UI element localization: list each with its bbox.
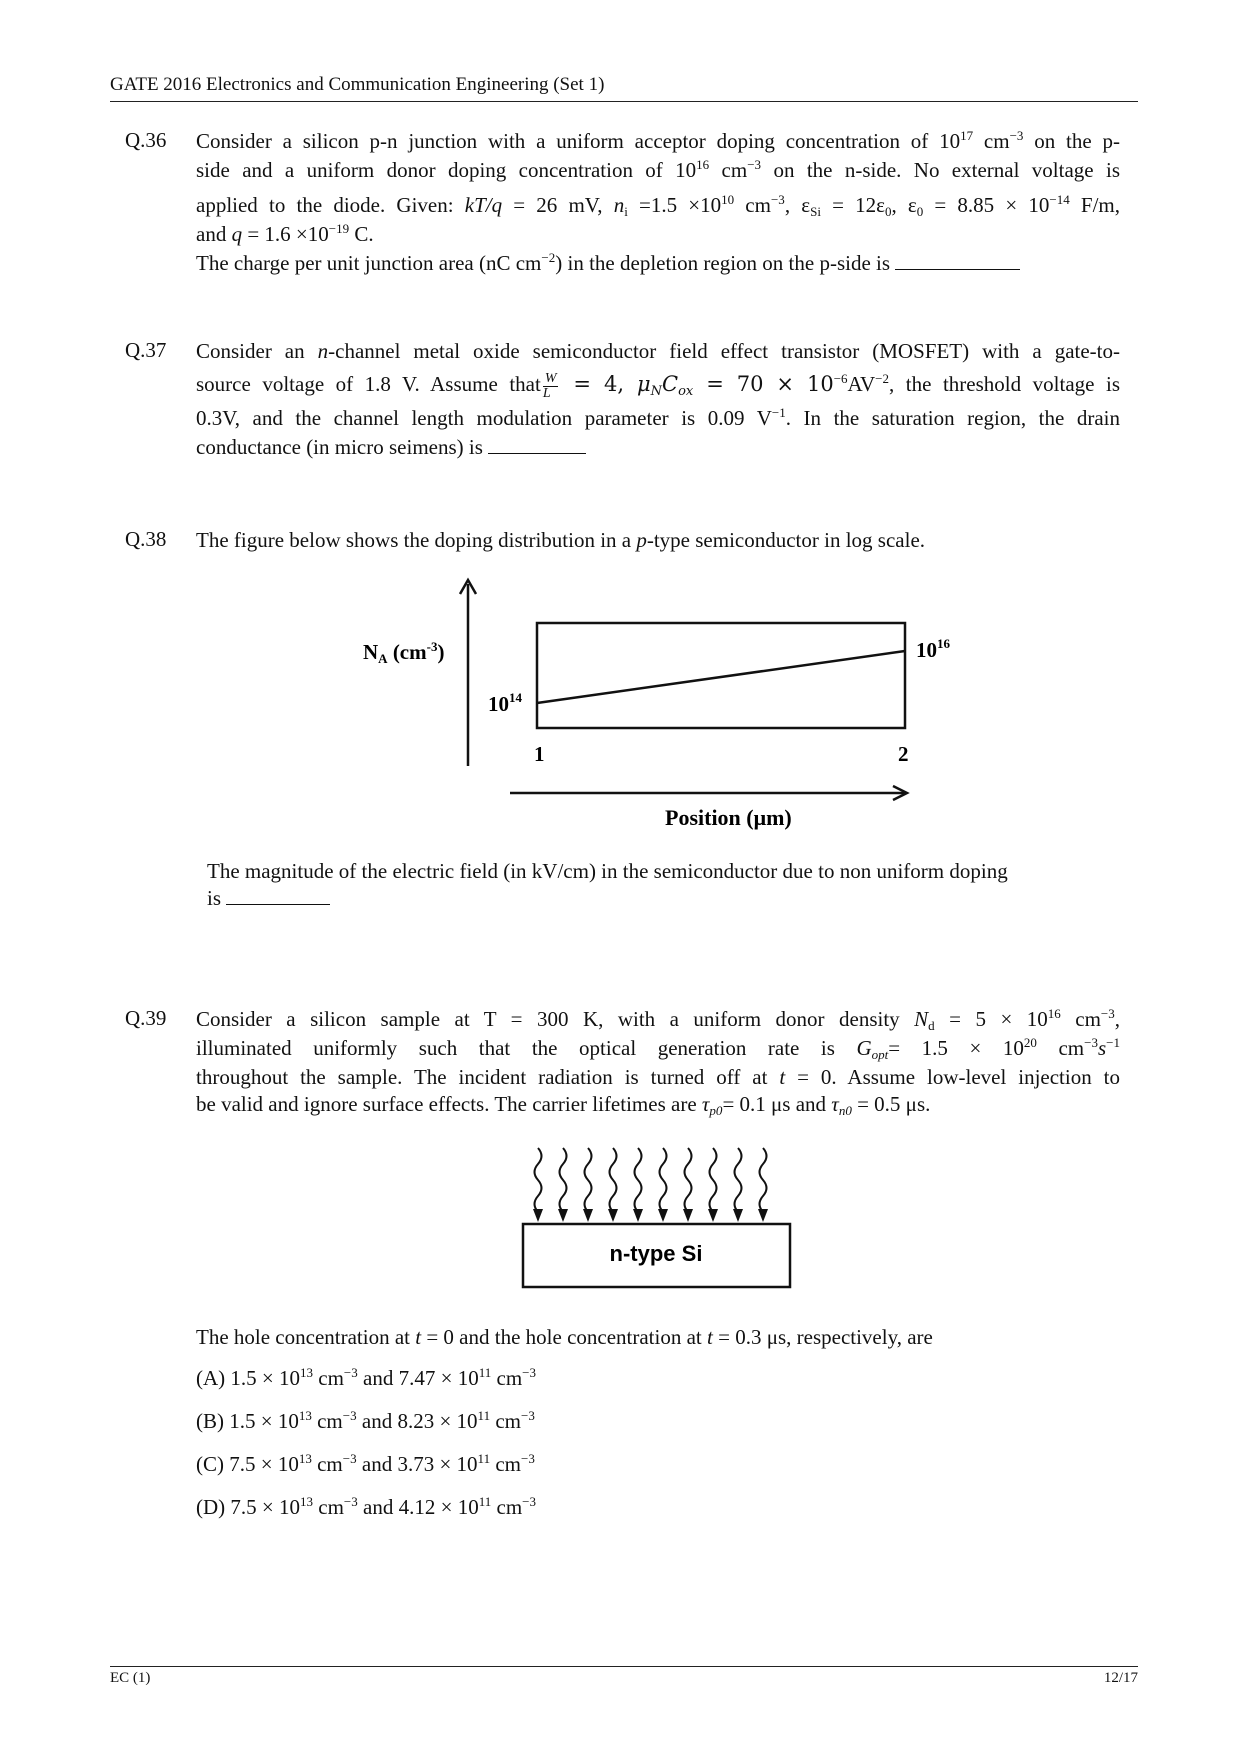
option-b[interactable]: (B) $1.5 \times 10^{13}$ $cm^{-3}$ and $8.23 \times 10^{11}$ $cm^{-3}$: [196, 1408, 535, 1433]
radiation-ray: [660, 1148, 667, 1216]
q36-line-4: and $q = 1.6 \times 10^{-19}$ C.: [196, 221, 374, 246]
q38-line-2: The magnitude of the electric field (in kV/cm) in the semiconductor due to non uniform doping: [207, 859, 1008, 883]
q39-line-2: illuminated uniformly such that the optical generation rate is $G_{opt}= 1.5 \times 10^{20}$ $cm^{-3}s^{-1}$: [196, 1035, 1121, 1062]
option-a[interactable]: (A) $1.5 \times 10^{13}$ $cm^{-3}$ and $7.47 \times 10^{11}$ $cm^{-3}$: [196, 1365, 537, 1390]
x-tick-label-1: 1: [534, 742, 545, 766]
radiation-arrowhead: [758, 1209, 768, 1222]
radiation-ray: [710, 1148, 717, 1216]
radiation-arrowhead: [533, 1209, 543, 1222]
page-number: 12/17: [1103, 1670, 1138, 1686]
right-doping-value: $10^{16}$: [916, 636, 950, 662]
w-over-l-fraction: $\frac{W}{L}$: [542, 370, 557, 401]
q37-line-3: 0.3V, and the channel length modulation parameter is 0.09 $V^{-1}$. In the saturation region, the drain: [196, 405, 1120, 430]
x-tick-label-2: 2: [898, 742, 909, 766]
question-37-number: Q.37: [125, 338, 167, 362]
radiation-arrowhead: [733, 1209, 743, 1222]
option-d[interactable]: (D) $7.5 \times 10^{13}$ $cm^{-3}$ and $4.12 \times 10^{11}$ $cm^{-3}$: [196, 1494, 537, 1519]
radiation-arrowhead: [583, 1209, 593, 1222]
q37-line-1: Consider an n-channel metal oxide semiconductor field effect transistor (MOSFET) with a gate-to-: [196, 339, 1120, 363]
radiation-arrowhead: [558, 1209, 568, 1222]
question-39-options: [196, 1324, 1120, 1537]
radiation-arrowhead: [608, 1209, 618, 1222]
option-c[interactable]: (C) $7.5 \times 10^{13}$ $cm^{-3}$ and $3.73 \times 10^{11}$ $cm^{-3}$: [196, 1451, 535, 1476]
footer-paper-code: EC (1): [110, 1670, 151, 1686]
radiation-arrowhead: [708, 1209, 718, 1222]
footer-divider: [110, 1666, 1138, 1667]
radiation-ray: [560, 1148, 567, 1216]
q37-line-2: source voltage of 1.8 V. Assume that $\frac{W}{L}$ = 4, $\mu_NC_{ox} = 70 \times 10^{-6}AV^{-2}$, the threshold voltage is: [196, 370, 1120, 401]
q37-line-4: conductance (in micro seimens) is: [196, 434, 1120, 461]
options-list: [196, 1365, 1120, 1523]
q38-line-3: is: [207, 885, 1107, 912]
radiation-arrowhead: [633, 1209, 643, 1222]
x-axis-label: Position (μm): [665, 805, 792, 830]
radiation-ray: [585, 1148, 592, 1216]
question-36-number: Q.36: [125, 128, 167, 152]
q39-line-1: Consider a silicon sample at T = 300 K, with a uniform donor density $N_d = 5 \times 10^{16}$ $cm^{-3}$,: [196, 1006, 1121, 1033]
q39-line-3: throughout the sample. The incident radiation is turned off at t = 0. Assume low-level injection to: [196, 1065, 1120, 1089]
radiation-arrowhead: [683, 1209, 693, 1222]
radiation-ray: [735, 1148, 742, 1216]
radiation-ray: [760, 1148, 767, 1216]
q39-line-4: be valid and ignore surface effects. The carrier lifetimes are $\tau_{p0}= 0.1$ μs and $\tau_{n0} = 0.5$ μs.: [196, 1092, 931, 1118]
q36-line-5: The charge per unit junction area (nC $cm^{-2}$) in the depletion region on the p-side is: [196, 250, 1120, 279]
page-header: GATE 2016 Electronics and Communication Engineering (Set 1): [110, 74, 605, 95]
radiation-ray: [610, 1148, 617, 1216]
incident-radiation-arrows: [533, 1148, 768, 1222]
y-axis-label: NA $(cm^{-3})$: [363, 639, 445, 666]
q38-line-1: The figure below shows the doping distribution in a p-type semiconductor in log scale.: [196, 528, 926, 552]
sample-label: n-type Si: [609, 1241, 703, 1266]
radiation-ray: [685, 1148, 692, 1216]
question-38-number: Q.38: [125, 527, 167, 551]
left-doping-value: $10^{14}$: [488, 690, 522, 716]
q39-prompt: The hole concentration at t = 0 and the hole concentration at t = 0.3 μs, respectively, are: [196, 1325, 933, 1349]
q36-line-1: Consider a silicon p-n junction with a uniform acceptor doping concentration of $10^{17}$ $cm^{-3}$ on the p-: [196, 128, 1121, 153]
radiation-arrowhead: [658, 1209, 668, 1222]
question-39-number: Q.39: [125, 1006, 167, 1030]
q36-line-2: side and a uniform donor doping concentration of $10^{16}$ $cm^{-3}$ on the n-side. No external voltage is: [196, 157, 1120, 182]
radiation-ray: [635, 1148, 642, 1216]
radiation-ray: [535, 1148, 542, 1216]
q36-line-3: applied to the diode. Given: kT/q = 26 mV, $n_i =1.5 \times 10^{10}$ $cm^{-3}$, $\varepsilon_{Si} = 12\varepsilon_0$, $\varepsilon_0 = 8.85 \times 10^{-14}$ F/m,: [196, 192, 1121, 219]
